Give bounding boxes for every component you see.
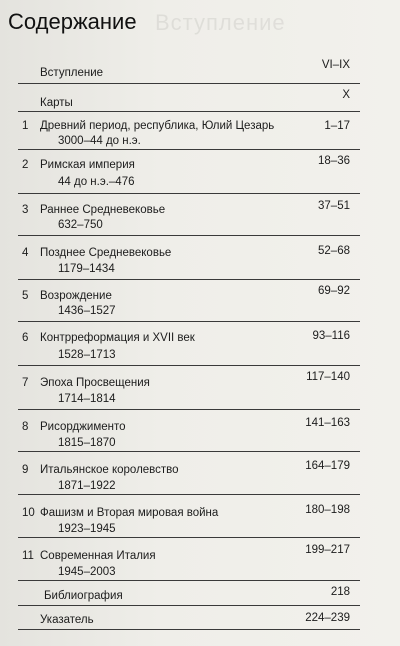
entry-title: Библиография <box>44 590 123 602</box>
entry-pages: 37–51 <box>318 200 350 212</box>
entry-number: 3 <box>22 204 29 216</box>
toc-entry-chapter-7[interactable] <box>18 366 360 410</box>
entry-number: 6 <box>22 332 29 344</box>
toc-entry-chapter-6[interactable] <box>18 322 360 366</box>
entry-dates: 1714–1814 <box>58 393 116 405</box>
entry-title: Древний период, республика, Юлий Цезарь <box>40 120 275 132</box>
entry-title: Римская империя <box>40 159 135 171</box>
entry-pages: 224–239 <box>305 612 350 624</box>
entry-dates: 44 до н.э.–476 <box>58 176 135 188</box>
entry-pages: 117–140 <box>306 371 350 383</box>
entry-title: Контрреформация и XVII век <box>40 332 195 344</box>
toc-entry-chapter-3[interactable] <box>18 194 360 236</box>
entry-pages: VI–IX <box>321 59 350 71</box>
entry-pages: 52–68 <box>318 245 350 257</box>
entry-pages: 18–36 <box>318 155 350 167</box>
toc-entry-maps[interactable] <box>18 84 360 112</box>
entry-number: 9 <box>22 464 29 476</box>
entry-title: Карты <box>40 97 73 109</box>
entry-number: 5 <box>22 290 29 302</box>
toc-entry-chapter-4[interactable] <box>18 236 360 280</box>
toc-entry-chapter-11[interactable] <box>18 538 360 581</box>
toc-entry-chapter-5[interactable] <box>18 280 360 322</box>
toc-entry-bibliography[interactable] <box>18 581 360 606</box>
entry-number: 4 <box>22 247 29 259</box>
entry-dates: 1179–1434 <box>58 263 115 275</box>
entry-dates: 3000–44 до н.э. <box>58 135 141 147</box>
entry-number: 8 <box>22 421 29 433</box>
toc-entry-introduction[interactable] <box>18 54 360 84</box>
entry-pages: 180–198 <box>305 504 350 516</box>
entry-title: Современная Италия <box>40 550 156 562</box>
entry-dates: 1945–2003 <box>58 566 116 578</box>
entry-number: 7 <box>22 377 29 389</box>
entry-pages: 141–163 <box>305 417 350 429</box>
toc-entry-chapter-2[interactable] <box>18 150 360 194</box>
bleed-through-heading: Вступление <box>155 10 286 35</box>
table-of-contents <box>18 54 360 630</box>
entry-title: Раннее Средневековье <box>40 204 166 216</box>
entry-title: Итальянское королевство <box>40 464 179 476</box>
entry-title: Возрождение <box>40 290 112 302</box>
toc-entry-chapter-1[interactable] <box>18 112 360 150</box>
page-title: Содержание <box>8 9 137 34</box>
entry-dates: 1871–1922 <box>58 480 116 492</box>
entry-number: 10 <box>22 507 35 519</box>
toc-entry-chapter-9[interactable] <box>18 452 360 495</box>
entry-dates: 1528–1713 <box>58 349 116 361</box>
entry-dates: 632–750 <box>58 219 103 231</box>
entry-pages: 164–179 <box>305 460 350 472</box>
entry-title: Позднее Средневековье <box>40 247 172 259</box>
entry-pages: X <box>342 89 350 101</box>
entry-title: Рисорджименто <box>40 421 126 433</box>
entry-pages: 1–17 <box>324 120 350 132</box>
toc-entry-chapter-8[interactable] <box>18 410 360 452</box>
entry-title: Указатель <box>40 614 94 626</box>
toc-entry-index[interactable] <box>18 606 360 630</box>
entry-number: 11 <box>22 550 34 562</box>
entry-title: Фашизм и Вторая мировая война <box>40 507 219 519</box>
toc-entry-chapter-10[interactable] <box>18 495 360 538</box>
entry-title: Вступление <box>40 67 104 79</box>
entry-title: Эпоха Просвещения <box>40 377 150 389</box>
entry-pages: 218 <box>330 586 350 598</box>
entry-dates: 1815–1870 <box>58 437 116 449</box>
entry-dates: 1436–1527 <box>58 305 116 317</box>
entry-dates: 1923–1945 <box>58 523 116 535</box>
entry-number: 2 <box>22 159 29 171</box>
entry-number: 1 <box>22 120 29 132</box>
entry-pages: 93–116 <box>312 330 350 342</box>
entry-pages: 199–217 <box>305 544 350 556</box>
entry-pages: 69–92 <box>318 285 350 297</box>
